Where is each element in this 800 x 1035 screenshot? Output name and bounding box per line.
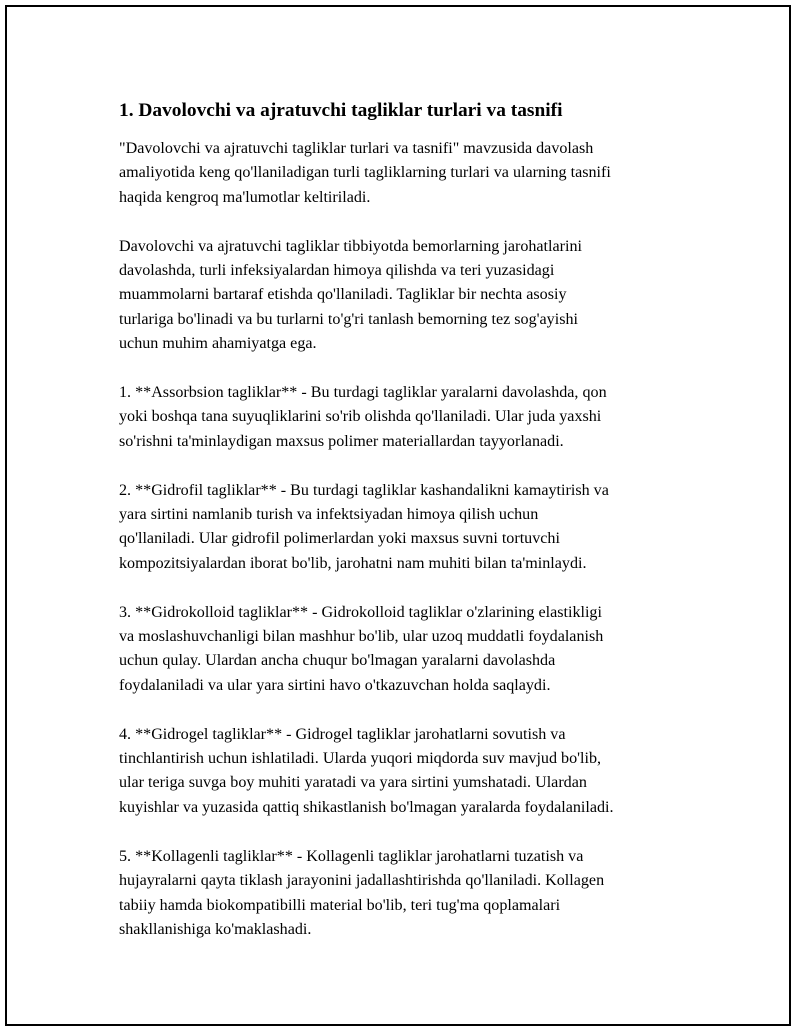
text-line: 5. **Kollagenli tagliklar** - Kollagenli tagliklar jarohatlarni tuzatish va <box>119 847 584 865</box>
text-line: 1. **Assorbsion tagliklar** - Bu turdagi tagliklar yaralarni davolashda, qon <box>119 384 607 402</box>
text-line: 4. **Gidrogel tagliklar** - Gidrogel tagliklar jarohatlarni sovutish va <box>119 725 566 743</box>
paragraph-overview <box>119 235 699 357</box>
text-line: yoki boshqa tana suyuqliklarini so'rib olishda qo'llaniladi. Ular juda yaxshi <box>119 408 602 426</box>
paragraph-item-4 <box>119 723 699 821</box>
text-line: amaliyotida keng qo'llaniladigan turli tagliklarning turlari va ularning tasnifi <box>119 164 611 182</box>
text-line: ular teriga suvga boy muhiti yaratadi va yara sirtini yumshatadi. Ulardan <box>119 774 587 792</box>
text-line: turlariga bo'linadi va bu turlarni to'g'ri tanlash bemorning tez sog'ayishi <box>119 310 578 328</box>
text-line: va moslashuvchanligi bilan mashhur bo'lib, ular uzoq muddatli foydalanish <box>119 628 604 646</box>
text-line: 2. **Gidrofil tagliklar** - Bu turdagi tagliklar kashandalikni kamaytirish va <box>119 481 609 499</box>
text-line: uchun muhim ahamiyatga ega. <box>119 335 317 353</box>
paragraph-item-1 <box>119 381 699 454</box>
text-line: uchun qulay. Ulardan ancha chuqur bo'lmagan yaralarni davolashda <box>119 652 556 670</box>
document-content <box>119 99 699 967</box>
text-line: "Davolovchi va ajratuvchi tagliklar turlari va tasnifi" mavzusida davolash <box>119 140 594 157</box>
text-line: yara sirtini namlanib turish va infektsiyadan himoya qilish uchun <box>119 506 539 524</box>
paragraph-item-2 <box>119 479 699 577</box>
text-line: qo'llaniladi. Ular gidrofil polimerlardan yoki maxsus suvni tortuvchi <box>119 530 560 548</box>
text-line: davolashda, turli infeksiyalardan himoya qilishda va teri yuzasidagi <box>119 262 555 280</box>
text-line: tabiiy hamda biokompatibilli material bo'lib, teri tug'ma qoplamalari <box>119 896 561 914</box>
document-page <box>5 5 791 1026</box>
document-title: 1. Davolovchi va ajratuvchi tagliklar turlari va tasnifi <box>119 100 563 121</box>
text-line: 3. **Gidrokolloid tagliklar** - Gidrokolloid tagliklar o'zlarining elastikligi <box>119 603 602 621</box>
text-line: tinchlantirish uchun ishlatiladi. Ularda yuqori miqdorda suv mavjud bo'lib, <box>119 750 602 768</box>
text-line: muammolarni bartaraf etishda qo'llaniladi. Tagliklar bir nechta asosiy <box>119 286 567 304</box>
text-line: Davolovchi va ajratuvchi tagliklar tibbiyotda bemorlarning jarohatlarini <box>119 237 582 255</box>
text-line: foydalaniladi va ular yara sirtini havo o'tkazuvchan holda saqlaydi. <box>119 676 551 694</box>
text-line: hujayralarni qayta tiklash jarayonini jadallashtirishda qo'llaniladi. Kollagen <box>119 872 605 890</box>
text-line: kompozitsiyalardan iborat bo'lib, jarohatni nam muhiti bilan ta'minlaydi. <box>119 554 587 572</box>
paragraph-item-5 <box>119 845 699 943</box>
paragraph-intro <box>119 137 699 210</box>
text-line: shakllanishiga ko'maklashadi. <box>119 920 312 938</box>
text-line: so'rishni ta'minlaydigan maxsus polimer materiallardan tayyorlanadi. <box>119 432 564 450</box>
text-line: haqida kengroq ma'lumotlar keltiriladi. <box>119 188 371 206</box>
paragraph-item-3 <box>119 601 699 699</box>
text-line: kuyishlar va yuzasida qattiq shikastlanish bo'lmagan yaralarda foydalaniladi. <box>119 798 614 816</box>
